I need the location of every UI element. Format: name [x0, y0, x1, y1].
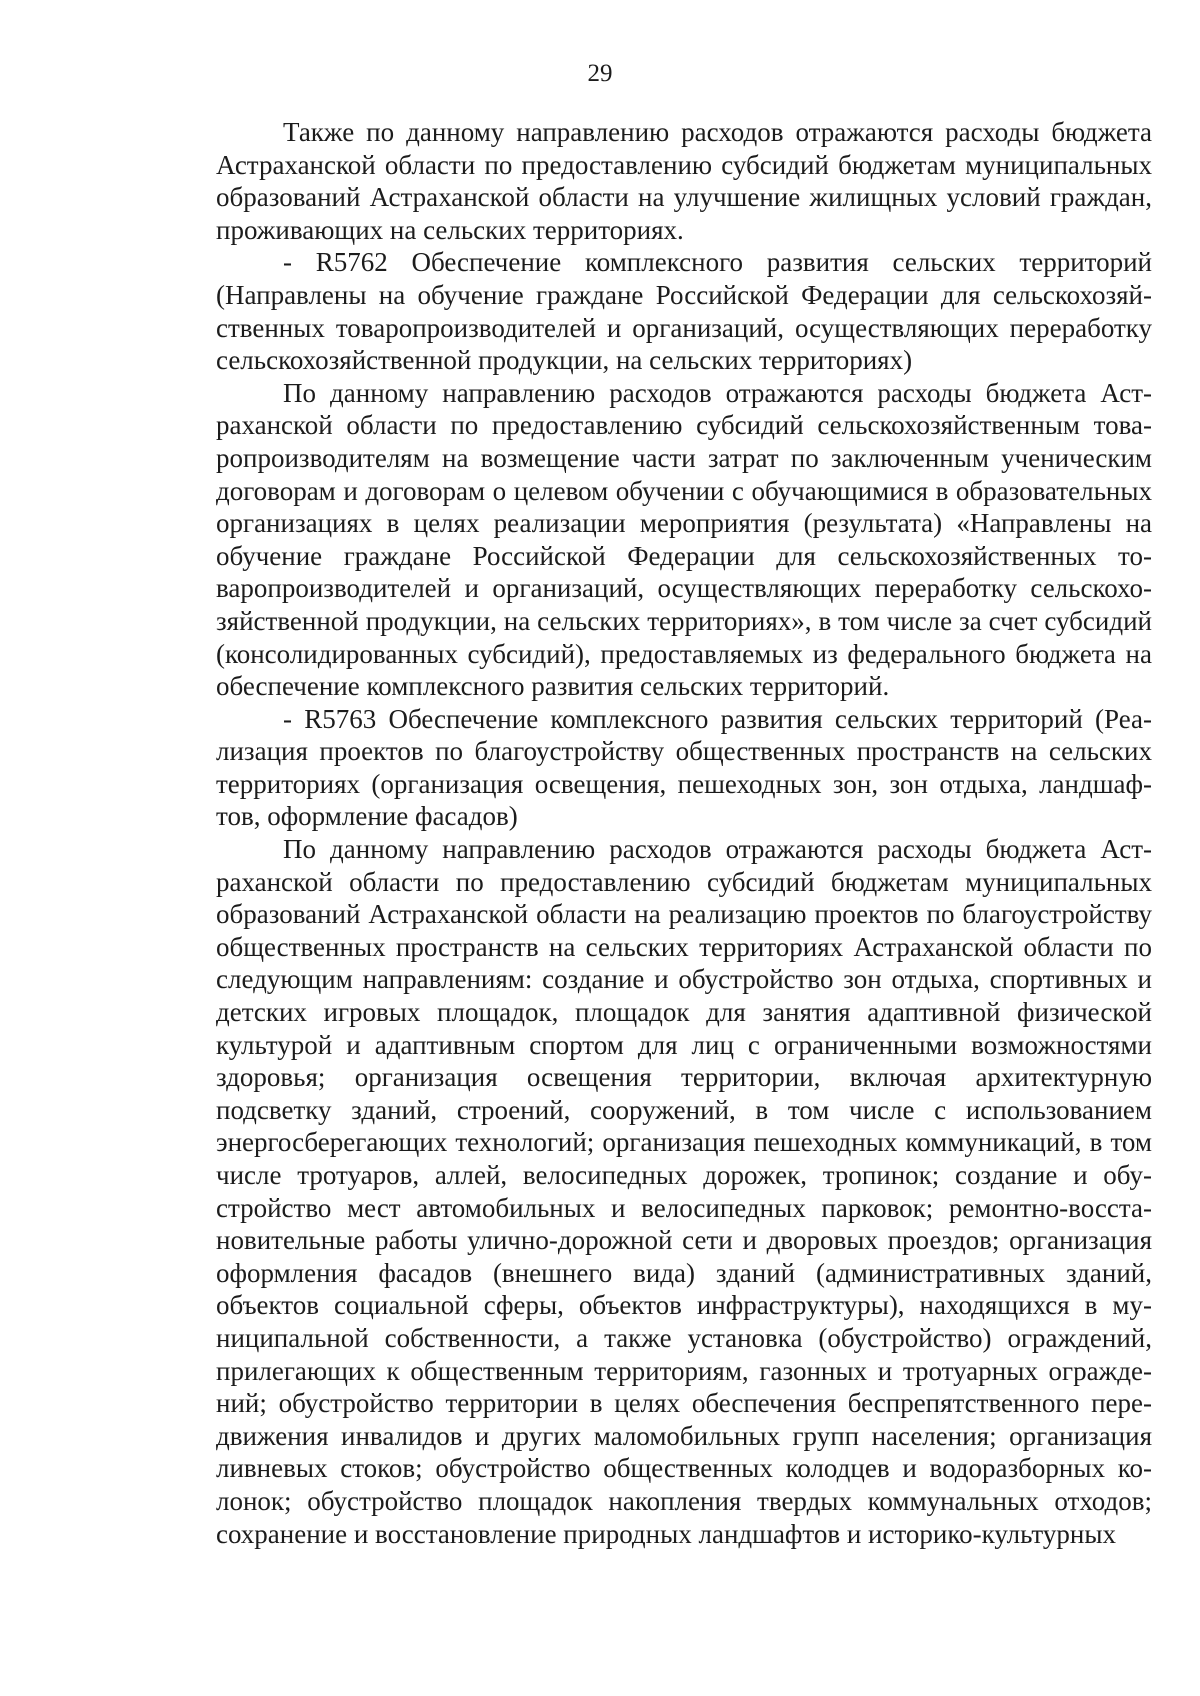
- document-body: [216, 116, 1152, 1550]
- paragraph: Также по данному направлению расходов отражаются расходы бюджета Астраханской области по предоставлению субсидий бюджетам муниципальных образований Астраханской области на улучшение жилищных условий граждан, проживающих на сельских территориях.: [216, 117, 1152, 245]
- paragraph: По данному направлению расходов отражаются расходы бюджета Астраханской области по предоставлению субсидий сельскохозяйственным товаропроизводителям на возмещение части затрат по заключенным ученическим договорам и договорам о целевом обучении с обучающимися в образовательных организациях в целях реализации мероприятия (результата) «Направлены на обучение граждане Российской Федерации для сельскохозяйственных товаропроизводителей и организаций, осуществляющих переработку сельскохозяйственной продукции, на сельских территориях», в том числе за счет субсидий (консолидированных субсидий), предоставляемых из федерального бюджета на обеспечение комплексного развития сельских территорий.: [216, 377, 1152, 702]
- page-number: 29: [587, 60, 613, 87]
- paragraph: - R5763 Обеспечение комплексного развития сельских территорий (Реализация проектов по благоустройству общественных пространств на сельских территориях (организация освещения, пешеходных зон, зон отдыха, ландшафтов, оформление фасадов): [216, 703, 1152, 832]
- paragraph: По данному направлению расходов отражаются расходы бюджета Астраханской области по предоставлению субсидий бюджетам муниципальных образований Астраханской области на реализацию проектов по благоустройству общественных пространств на сельских территориях Астраханской области по следующим направлениям: создание и обустройство зон отдыха, спортивных и детских игровых площадок, площадок для занятия адаптивной физической культурой и адаптивным спортом для лиц с ограниченными возможностями здоровья; организация освещения территории, включая архитектурную подсветку зданий, строений, сооружений, в том числе с использованием энергосберегающих технологий; организация пешеходных коммуникаций, в том числе тротуаров, аллей, велосипедных дорожек, тропинок; создание и обустройство мест автомобильных и велосипедных парковок; ремонтно-восстановительные работы улично-дорожной сети и дворовых проездов; организация оформления фасадов (внешнего вида) зданий (административных зданий, объектов социальной сферы, объектов инфраструктуры), находящихся в муниципальной собственности, а также установка (обустройство) ограждений, прилегающих к общественным территориям, газонных и тротуарных ограждений; обустройство территории в целях обеспечения беспрепятственного передвижения инвалидов и других маломобильных групп населения; организация ливневых стоков; обустройство общественных колодцев и водоразборных колонок; обустройство площадок накопления твердых коммунальных отходов; сохранение и восстановление природных ландшафтов и историко-культурных: [216, 834, 1152, 1549]
- paragraph: - R5762 Обеспечение комплексного развития сельских территорий (Направлены на обучение граждане Российской Федерации для сельскохозяйственных товаропроизводителей и организаций, осуществляющих переработку сельскохозяйственной продукции, на сельских территориях): [216, 247, 1152, 376]
